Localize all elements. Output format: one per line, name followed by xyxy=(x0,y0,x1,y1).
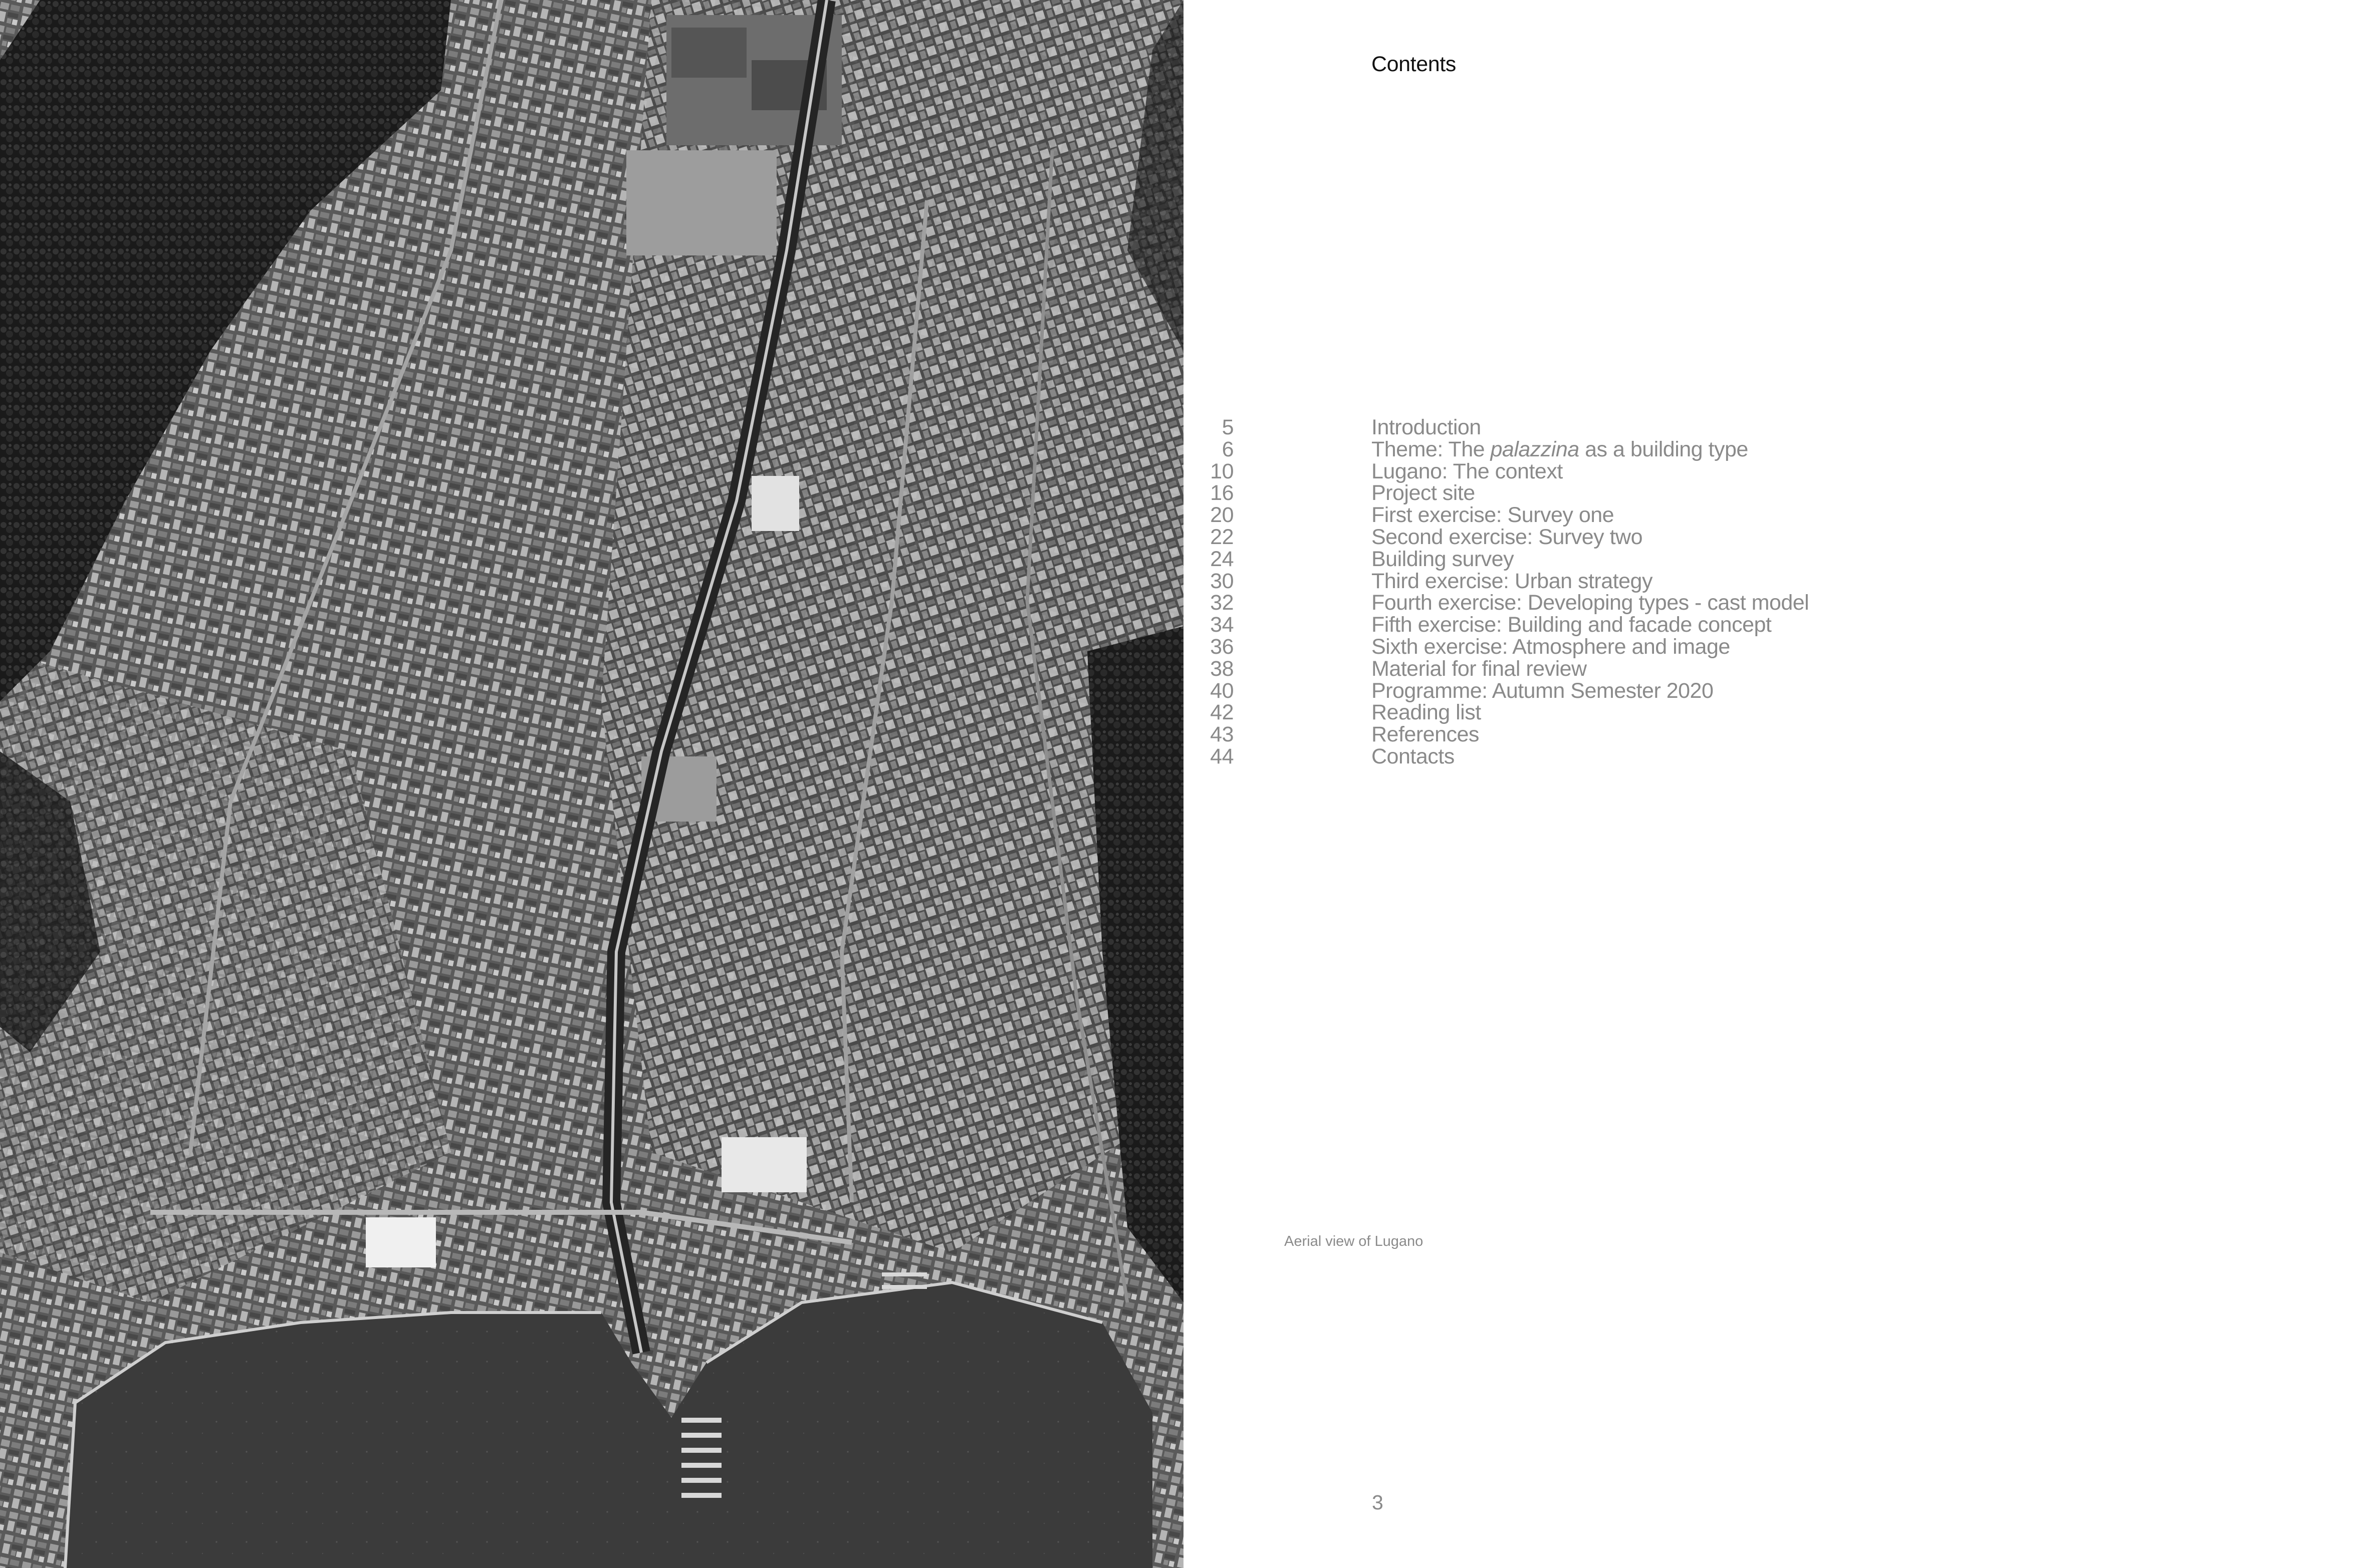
toc-title: Material for final review xyxy=(1371,656,1587,681)
toc-title: First exercise: Survey one xyxy=(1371,503,1614,528)
toc-page-number: 42 xyxy=(1210,700,1234,725)
toc-page-number: 6 xyxy=(1222,437,1234,461)
toc-title-italic: palazzina xyxy=(1490,437,1579,461)
toc-entry[interactable] xyxy=(1184,417,1985,439)
toc-title: Project site xyxy=(1371,481,1475,505)
toc-title xyxy=(1371,439,1748,461)
contents-heading: Contents xyxy=(1371,52,1456,76)
toc-entry[interactable] xyxy=(1184,549,1985,571)
page-number: 3 xyxy=(1372,1491,1383,1514)
toc-title: Third exercise: Urban strategy xyxy=(1371,569,1652,593)
toc-entry[interactable] xyxy=(1184,504,1985,527)
toc-title: Sixth exercise: Atmosphere and image xyxy=(1371,634,1730,659)
toc-entry[interactable] xyxy=(1184,658,1985,680)
toc-entry[interactable] xyxy=(1184,482,1985,504)
toc-title: Fourth exercise: Developing types - cast model xyxy=(1371,591,1809,615)
toc-entry[interactable] xyxy=(1184,592,1985,614)
toc-page-number: 20 xyxy=(1210,503,1234,528)
toc-entry[interactable] xyxy=(1184,439,1985,461)
toc-page-number: 24 xyxy=(1210,547,1234,571)
toc-entry[interactable] xyxy=(1184,571,1985,593)
toc-title: Second exercise: Survey two xyxy=(1371,525,1642,549)
table-of-contents xyxy=(1184,417,1985,768)
toc-title: Building survey xyxy=(1371,547,1514,571)
toc-page-number: 10 xyxy=(1210,459,1234,483)
toc-entry[interactable] xyxy=(1184,636,1985,658)
toc-title: References xyxy=(1371,722,1479,747)
toc-page-number: 16 xyxy=(1210,481,1234,505)
toc-page-number: 44 xyxy=(1210,744,1234,768)
toc-title: Lugano: The context xyxy=(1371,459,1563,483)
toc-entry[interactable] xyxy=(1184,724,1985,746)
toc-title: Reading list xyxy=(1371,700,1481,725)
toc-entry[interactable] xyxy=(1184,680,1985,702)
toc-page-number: 40 xyxy=(1210,678,1234,703)
toc-page-number: 34 xyxy=(1210,613,1234,637)
toc-page-number: 22 xyxy=(1210,525,1234,549)
toc-title-part: Theme: The xyxy=(1371,437,1491,461)
toc-page-number: 30 xyxy=(1210,569,1234,593)
toc-page-number: 36 xyxy=(1210,634,1234,659)
toc-title: Introduction xyxy=(1371,415,1481,439)
toc-title: Programme: Autumn Semester 2020 xyxy=(1371,678,1714,703)
toc-page-number: 43 xyxy=(1210,722,1234,747)
toc-page-number: 5 xyxy=(1222,415,1234,439)
toc-entry[interactable] xyxy=(1184,702,1985,724)
toc-title-part: as a building type xyxy=(1579,437,1748,461)
toc-page-number: 38 xyxy=(1210,656,1234,681)
toc-entry[interactable] xyxy=(1184,461,1985,483)
toc-title: Fifth exercise: Building and facade concept xyxy=(1371,613,1772,637)
contents-page xyxy=(1184,0,2367,1568)
toc-entry[interactable] xyxy=(1184,527,1985,549)
toc-entry[interactable] xyxy=(1184,746,1985,768)
toc-page-number: 32 xyxy=(1210,591,1234,615)
toc-title: Contacts xyxy=(1371,744,1455,768)
photo-caption: Aerial view of Lugano xyxy=(1284,1233,1424,1249)
toc-entry[interactable] xyxy=(1184,614,1985,636)
